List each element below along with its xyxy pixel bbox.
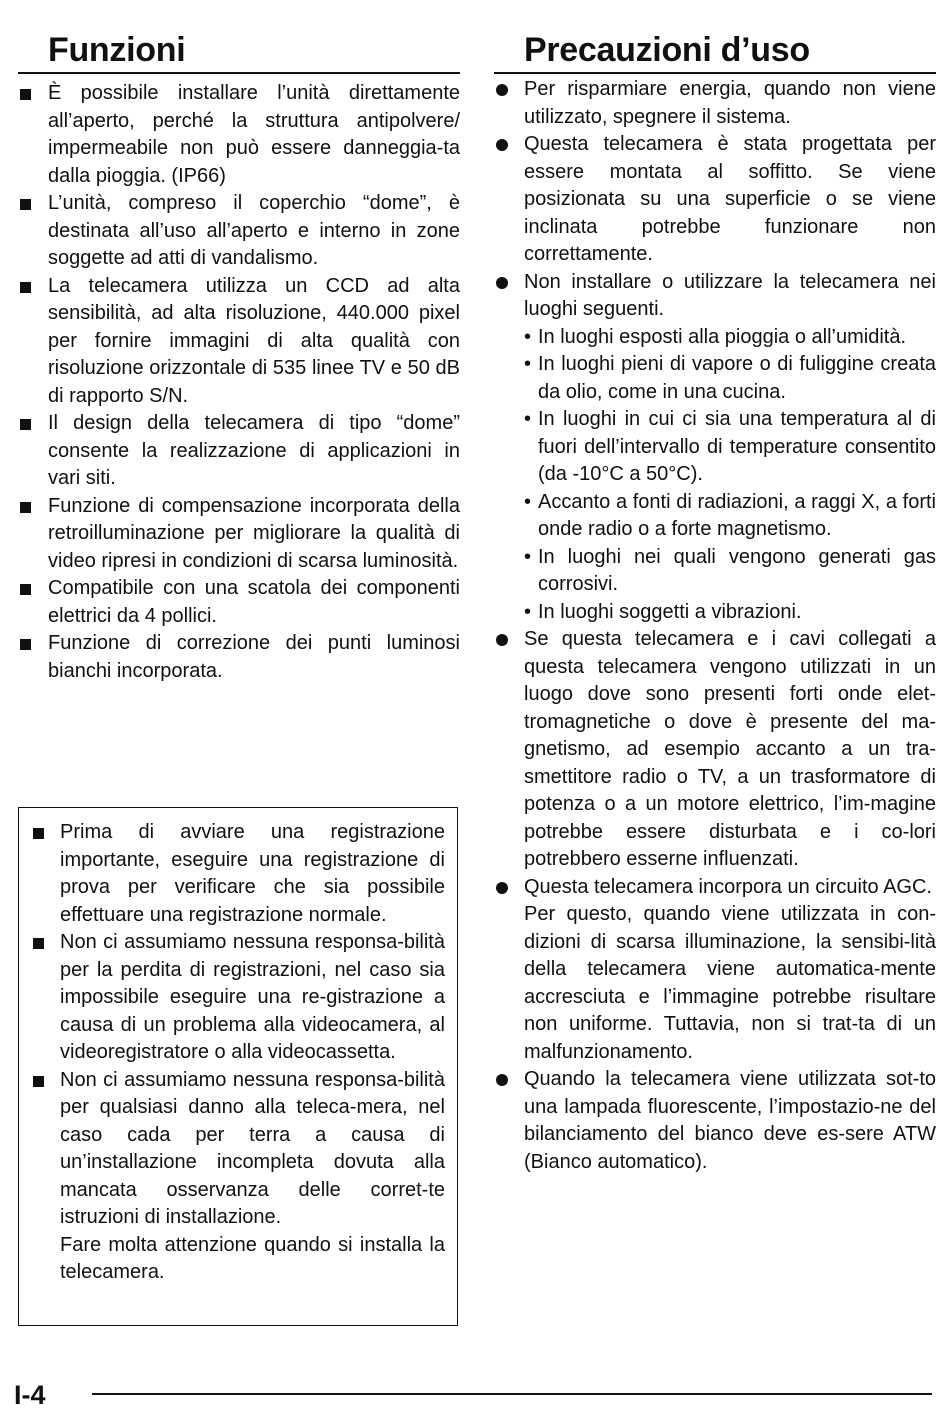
precautions-list	[494, 76, 936, 1176]
page-number: I-4	[14, 1380, 46, 1410]
footer-rule	[92, 1393, 932, 1395]
disclaimer-item: Non ci assumiamo nessuna responsa-bilità per la perdita di registrazioni, nel caso sia impossibile eseguire una re-gistrazione a causa di un problema alla videocamera, al videoregistratore o alla videocassetta.	[31, 929, 445, 1067]
square-bullet-icon	[20, 419, 31, 430]
feature-item: Funzione di compensazione incorporata della retroilluminazione per migliorare la qualità di video ripresi in condizioni di scarsa luminosità.	[18, 493, 460, 576]
square-bullet-icon	[20, 584, 31, 595]
round-bullet-icon	[496, 882, 508, 894]
small-bullet-icon: •	[524, 408, 532, 430]
small-bullet-icon: •	[524, 325, 532, 348]
round-bullet-icon	[496, 634, 508, 646]
precaution-item: Questa telecamera incorpora un circuito AGC. Per questo, quando viene utilizzata in con-dizioni di scarsa illuminazione, la sensibi-lità della telecamera viene automatica-mente accresciuta e l’immagine potrebbe risultare non uniforme. Tuttavia, non si trat-ta di un malfunzionamento.	[494, 874, 936, 1067]
round-bullet-icon	[496, 139, 508, 151]
small-bullet-icon: •	[524, 353, 532, 375]
precaution-item: Questa telecamera è stata progettata per essere montata al soffitto. Se viene posizionata su una superficie o se viene inclinata potrebbe funzionare non correttamente.	[494, 131, 936, 269]
round-bullet-icon	[496, 1074, 508, 1086]
small-bullet-icon: •	[524, 600, 532, 623]
precautions-column	[494, 0, 936, 1176]
round-bullet-icon	[496, 84, 508, 96]
square-bullet-icon	[20, 502, 31, 513]
square-bullet-icon	[33, 828, 44, 839]
square-bullet-icon	[33, 1076, 44, 1087]
feature-item: È possibile installare l’unità direttamente all’aperto, perché la struttura antipolvere/ impermeabile non può essere danneggia-ta dalla pioggia. (IP66)	[18, 80, 460, 190]
features-list	[18, 80, 460, 685]
disclaimer-item: Non ci assumiamo nessuna responsa-bilità per qualsiasi danno alla teleca-mera, nel caso cada per terra a causa di un’installazione incompleta dovuta alla mancata osservanza delle corret-te istruzioni di installazione. Fare molta attenzione quando si installa la telecamera.	[31, 1067, 445, 1287]
feature-item: Il design della telecamera di tipo “dome” consente la realizzazione di applicazioni in vari siti.	[18, 410, 460, 493]
feature-item: L’unità, compreso il coperchio “dome”, è destinata all’uso all’aperto e interno in zone soggette ad atti di vandalismo.	[18, 190, 460, 273]
disclaimer-list	[31, 819, 445, 1287]
square-bullet-icon	[20, 199, 31, 210]
location-sublist	[524, 324, 936, 627]
precaution-item: Per risparmiare energia, quando non viene utilizzato, spegnere il sistema.	[494, 76, 936, 131]
square-bullet-icon	[33, 938, 44, 949]
location-subitem: • In luoghi nei quali vengono generati gas corrosivi.	[524, 545, 936, 595]
agc-note: Per questo, quando viene utilizzata in con-dizioni di scarsa illuminazione, la sensibi-lità della telecamera viene automatica-mente accresciuta e l’immagine potrebbe risultare non uniforme. Tuttavia, non si trat-ta di un malfunzionamento.	[524, 903, 936, 1063]
features-column	[18, 0, 460, 685]
square-bullet-icon	[20, 639, 31, 650]
precautions-heading-rule	[494, 72, 936, 74]
feature-item: Funzione di correzione dei punti luminosi bianchi incorporata.	[18, 630, 460, 685]
precaution-item: Se questa telecamera e i cavi collegati a questa telecamera vengono utilizzati in un luogo dove sono presenti forti onde elet-tromagnetiche o dove è presente del ma-gnetismo, ad esempio accanto a un tra-smettitore radio o TV, a un trasformatore di potenza o a un motore elettrico, l’im-magine potrebbe essere disturbata e i co-lori potrebbero esserne influenzati.	[494, 626, 936, 874]
features-heading: Funzioni	[48, 31, 186, 69]
location-subitem: • In luoghi soggetti a vibrazioni.	[524, 599, 936, 627]
features-heading-rule	[18, 72, 460, 74]
precaution-item: Non installare o utilizzare la telecamera nei luoghi seguenti. • In luoghi esposti alla pioggia o all’umidità. • In luoghi pieni di vapore o di fuliggine creata da olio, come in una cucina. • In luoghi in cui ci sia una temperatura al di fuori dell’intervallo di temperature consentito (da -10°C a 50°C). • Accanto a fonti di radiazioni, a raggi X, a forti onde radio o a forte magnetismo. • In luoghi nei quali vengono generati gas corrosivi. • In luoghi soggetti a vibrazioni.	[494, 269, 936, 627]
disclaimer-item: Prima di avviare una registrazione importante, eseguire una registrazione di prova per verificare che sia possibile effettuare una registrazione normale.	[31, 819, 445, 929]
small-bullet-icon: •	[524, 545, 532, 568]
round-bullet-icon	[496, 277, 508, 289]
location-subitem: • In luoghi pieni di vapore o di fuliggine creata da olio, come in una cucina.	[524, 353, 936, 403]
square-bullet-icon	[20, 282, 31, 293]
precautions-heading: Precauzioni d’uso	[524, 31, 810, 69]
location-subitem: • In luoghi in cui ci sia una temperatura al di fuori dell’intervallo di temperature consentito (da -10°C a 50°C).	[524, 408, 936, 485]
disclaimer-box	[18, 807, 458, 1326]
square-bullet-icon	[20, 89, 31, 100]
location-subitem: • Accanto a fonti di radiazioni, a raggi X, a forti onde radio o a forte magnetismo.	[524, 490, 936, 540]
small-bullet-icon: •	[524, 490, 532, 513]
feature-item: La telecamera utilizza un CCD ad alta sensibilità, ad alta risoluzione, 440.000 pixel per fornire immagini di alta qualità con risoluzione orizzontale di 535 linee TV e 50 dB di rapporto S/N.	[18, 273, 460, 411]
disclaimer-note: Fare molta attenzione quando si installa la telecamera.	[60, 1233, 445, 1283]
location-subitem: • In luoghi esposti alla pioggia o all’umidità.	[524, 324, 936, 352]
precaution-item: Quando la telecamera viene utilizzata sot-to una lampada fluorescente, l’impostazio-ne del bilanciamento del bianco deve es-sere ATW (Bianco automatico).	[494, 1066, 936, 1176]
feature-item: Compatibile con una scatola dei componenti elettrici da 4 pollici.	[18, 575, 460, 630]
